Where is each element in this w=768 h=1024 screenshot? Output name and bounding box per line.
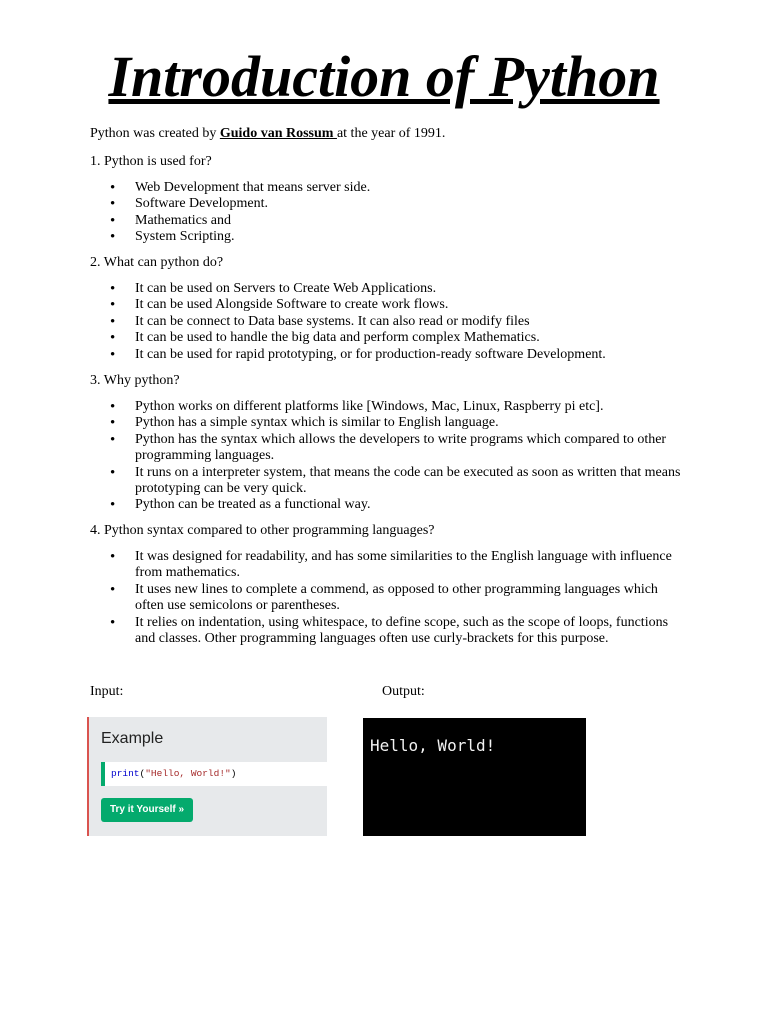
list-item: • It uses new lines to complete a commend, as opposed to other programming languages which often use semicolons or parentheses. xyxy=(90,582,690,615)
output-label: Output: xyxy=(382,684,425,699)
list-item: • It can be connect to Data base systems. It can also read or modify files xyxy=(90,314,690,330)
code-paren-open: ( xyxy=(139,768,146,779)
list-item: • It can be used to handle the big data and perform complex Mathematics. xyxy=(90,330,690,346)
section-3-list xyxy=(90,399,690,514)
section-3-question: 3. Why python? xyxy=(90,373,180,388)
example-heading: Example xyxy=(101,730,164,747)
code-function: print xyxy=(111,768,140,779)
intro-prefix: Python was created by xyxy=(90,126,220,141)
output-console xyxy=(363,718,586,836)
list-item: • Python has the syntax which allows the developers to write programs which compared to other programming languages. xyxy=(90,432,690,465)
input-example-box xyxy=(87,717,327,836)
section-4-question: 4. Python syntax compared to other programming languages? xyxy=(90,523,435,538)
list-item: • It was designed for readability, and has some similarities to the English language with influence from mathematics. xyxy=(90,549,690,582)
section-1-list xyxy=(90,180,690,246)
section-4-list xyxy=(90,549,690,647)
list-item: • It can be used on Servers to Create Web Applications. xyxy=(90,281,690,297)
intro-paragraph xyxy=(90,125,445,143)
list-item: • It can be used for rapid prototyping, or for production-ready software Development. xyxy=(90,347,690,363)
code-paren-close: ) xyxy=(230,768,237,779)
page-title: Introduction of Python xyxy=(108,44,660,109)
list-item: • Python has a simple syntax which is similar to English language. xyxy=(90,415,690,431)
list-item: • Web Development that means server side. xyxy=(90,180,690,196)
section-1-question: 1. Python is used for? xyxy=(90,154,212,169)
list-item: • Python works on different platforms like [Windows, Mac, Linux, Raspberry pi etc]. xyxy=(90,399,690,415)
list-item: • It can be used Alongside Software to create work flows. xyxy=(90,297,690,313)
input-label: Input: xyxy=(90,684,124,699)
try-it-yourself-button[interactable]: Try it Yourself » xyxy=(101,798,193,822)
list-item: • Python can be treated as a functional way. xyxy=(90,497,690,513)
section-2-list xyxy=(90,281,690,363)
list-item: • Mathematics and xyxy=(90,213,690,229)
console-output-text: Hello, World! xyxy=(370,736,496,755)
list-item: • It runs on a interpreter system, that means the code can be executed as soon as written that means prototyping can be very quick. xyxy=(90,465,690,498)
code-snippet xyxy=(101,762,327,786)
list-item: • System Scripting. xyxy=(90,229,690,245)
section-2-question: 2. What can python do? xyxy=(90,255,224,270)
list-item: • Software Development. xyxy=(90,196,690,212)
intro-suffix: at the year of 1991. xyxy=(336,126,446,141)
list-item: • It relies on indentation, using whitespace, to define scope, such as the scope of loops, functions and classes. Other programming languages often use curly-brackets for this purpose. xyxy=(90,615,690,648)
code-string: "Hello, World!" xyxy=(145,768,231,779)
author-name: Guido van Rossum xyxy=(219,126,337,141)
